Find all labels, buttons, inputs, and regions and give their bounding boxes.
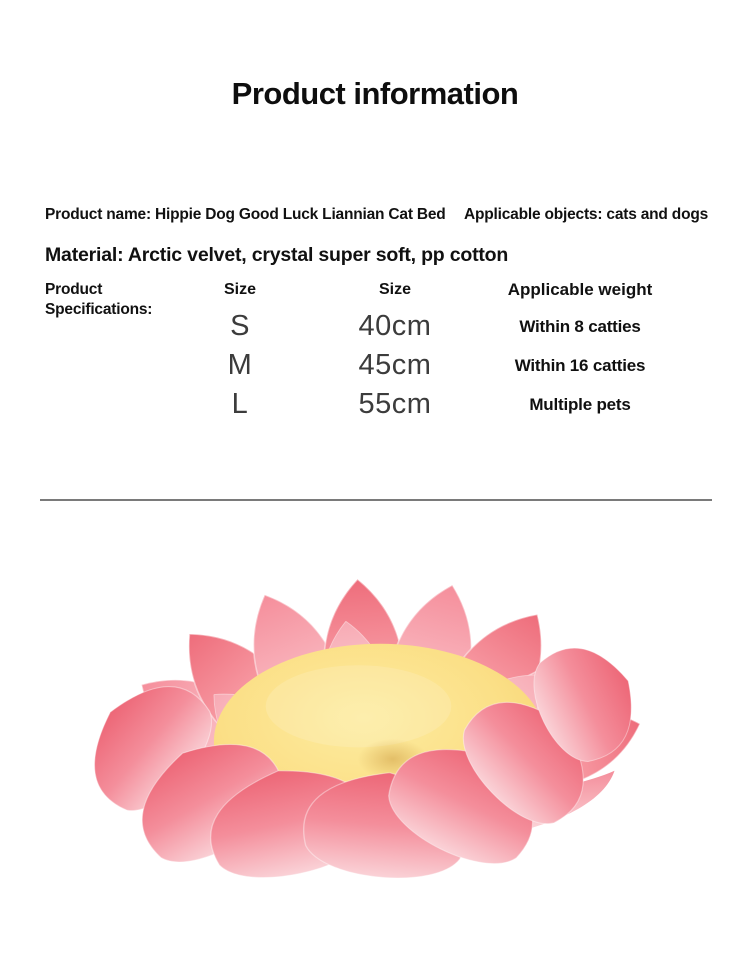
applicable-objects-text: Applicable objects: cats and dogs	[464, 206, 709, 223]
header-size-1: Size	[223, 281, 256, 298]
weight-cell: Multiple pets	[529, 394, 631, 414]
page-title: Product information	[231, 76, 519, 111]
diameter-cell: 45cm	[358, 349, 432, 381]
section-divider	[40, 499, 712, 501]
product-image	[90, 548, 670, 890]
size-cell: L	[231, 388, 249, 420]
lotus-bed-illustration	[90, 548, 670, 890]
specs-table	[165, 279, 685, 424]
weight-cell: Within 16 catties	[514, 355, 646, 375]
weight-cell: Within 8 catties	[519, 316, 641, 336]
diameter-cell: 55cm	[358, 388, 432, 420]
header-applicable-weight: Applicable weight	[507, 280, 653, 299]
product-name-row	[0, 206, 750, 230]
material-text: Material: Arctic velvet, crystal super soft, pp cotton	[45, 244, 509, 266]
size-cell: S	[230, 310, 250, 342]
header-size-2: Size	[378, 281, 411, 298]
size-cell: M	[227, 349, 253, 381]
diameter-cell: 40cm	[358, 310, 432, 342]
specs-label: Product Specifications:	[45, 281, 153, 318]
product-name-text: Product name: Hippie Dog Good Luck Liannian Cat Bed	[45, 206, 446, 223]
